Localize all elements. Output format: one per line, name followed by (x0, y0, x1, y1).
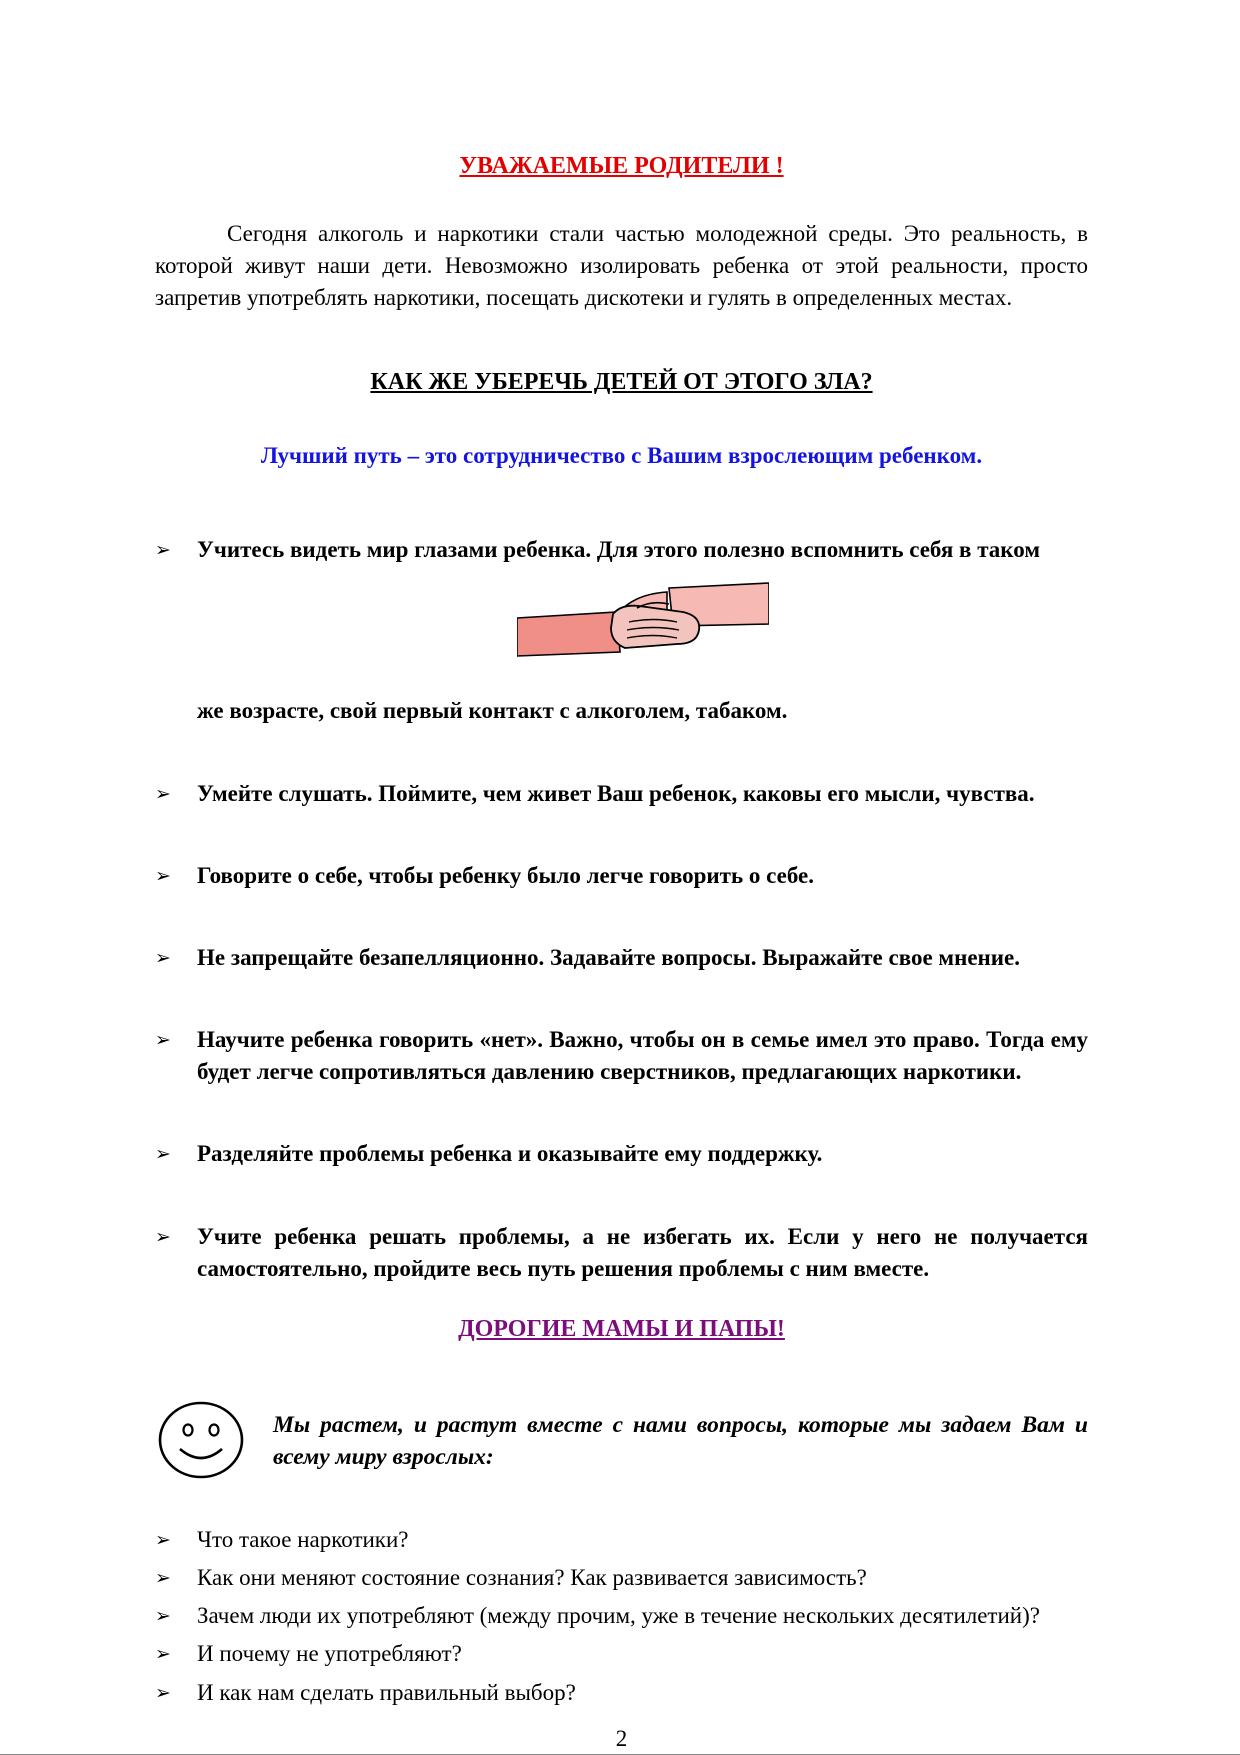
advice-item-7 (155, 1221, 1088, 1285)
smiley-caption: Мы растем, и растут вместе с нами вопросы, которые мы задаем Вам и всему миру взрослых: (273, 1411, 1088, 1471)
advice-item-1-text-start: Учитесь видеть мир глазами ребенка. Для этого полезно вспомнить себя в таком (197, 536, 1040, 562)
arrow-bullet-icon: ➢ (155, 1225, 171, 1248)
question-item-3 (155, 1600, 1088, 1632)
advice-item-1 (155, 534, 1088, 728)
arrow-bullet-icon: ➢ (155, 538, 171, 561)
handshake-image (197, 580, 1088, 677)
advice-item-5 (155, 1024, 1088, 1088)
advice-item-4-text: Не запрещайте безапелляционно. Задавайте вопросы. Выражайте свое мнение. (197, 944, 1021, 970)
arrow-bullet-icon: ➢ (155, 1643, 171, 1666)
question-item-2 (155, 1562, 1088, 1594)
question-item-5 (155, 1677, 1088, 1709)
arrow-bullet-icon: ➢ (155, 1605, 171, 1628)
questions-list (155, 1524, 1088, 1709)
smiley-image (155, 1395, 273, 1490)
advice-item-3-text: Говорите о себе, чтобы ребенку было легче говорить о себе. (197, 862, 814, 888)
advice-item-3 (155, 860, 1088, 892)
arrow-bullet-icon: ➢ (155, 946, 171, 969)
smiley-face-icon (155, 1399, 247, 1481)
advice-item-1-body (197, 534, 1088, 728)
advice-item-1-text-end: же возрасте, свой первый контакт с алкоголем, табаком. (197, 698, 788, 724)
arrow-bullet-icon: ➢ (155, 1528, 171, 1551)
question-item-5-text: И как нам сделать правильный выбор? (197, 1679, 576, 1705)
arrow-bullet-icon: ➢ (155, 864, 171, 887)
smiley-row (155, 1395, 1088, 1490)
question-item-1-text: Что такое наркотики? (197, 1526, 409, 1552)
advice-item-6-text: Разделяйте проблемы ребенка и оказывайте ему поддержку. (197, 1141, 823, 1167)
intro-paragraph: Сегодня алкоголь и наркотики стали частью молодежной среды. Это реальность, в которой живут наши дети. Невозможно изолировать ребенка от этой реальности, просто запретив употреблять наркотики, посещать дискотеки и гулять в определенных местах. (155, 220, 1088, 310)
section-heading-parents: ДОРОГИЕ МАМЫ И ПАПЫ! (458, 1316, 785, 1342)
handshake-icon (517, 580, 769, 668)
arrow-bullet-icon: ➢ (155, 1566, 171, 1589)
advice-item-4 (155, 942, 1088, 974)
advice-item-2 (155, 778, 1088, 810)
question-item-4-text: И почему не употребляют? (197, 1641, 462, 1667)
subheading-cooperation: Лучший путь – это сотрудничество с Вашим взрослеющим ребенком. (260, 442, 983, 468)
advice-item-5-text: Научите ребенка говорить «нет». Важно, чтобы он в семье имел это право. Тогда ему будет легче сопротивляться давлению сверстников, предлагающих наркотики. (197, 1027, 1088, 1085)
page-number: 2 (615, 1725, 628, 1751)
question-item-4 (155, 1638, 1088, 1670)
advice-item-2-text: Умейте слушать. Поймите, чем живет Ваш ребенок, каковы его мысли, чувства. (197, 780, 1035, 806)
arrow-bullet-icon: ➢ (155, 782, 171, 805)
advice-item-6 (155, 1138, 1088, 1170)
question-item-3-text: Зачем люди их употребляют (между прочим, уже в течение нескольких десятилетий)? (197, 1603, 1040, 1629)
question-item-1 (155, 1524, 1088, 1556)
section-heading-protect: КАК ЖЕ УБЕРЕЧЬ ДЕТЕЙ ОТ ЭТОГО ЗЛА? (370, 369, 873, 396)
arrow-bullet-icon: ➢ (155, 1029, 171, 1052)
advice-item-7-text: Учите ребенка решать проблемы, а не избегать их. Если у него не получается самостоятельно, пройдите весь путь решения проблемы с ним вместе. (197, 1223, 1088, 1281)
page-title: УВАЖАЕМЫЕ РОДИТЕЛИ ! (459, 153, 784, 179)
question-item-2-text: Как они меняют состояние сознания? Как развивается зависимость? (197, 1564, 867, 1590)
arrow-bullet-icon: ➢ (155, 1143, 171, 1166)
arrow-bullet-icon: ➢ (155, 1681, 171, 1704)
